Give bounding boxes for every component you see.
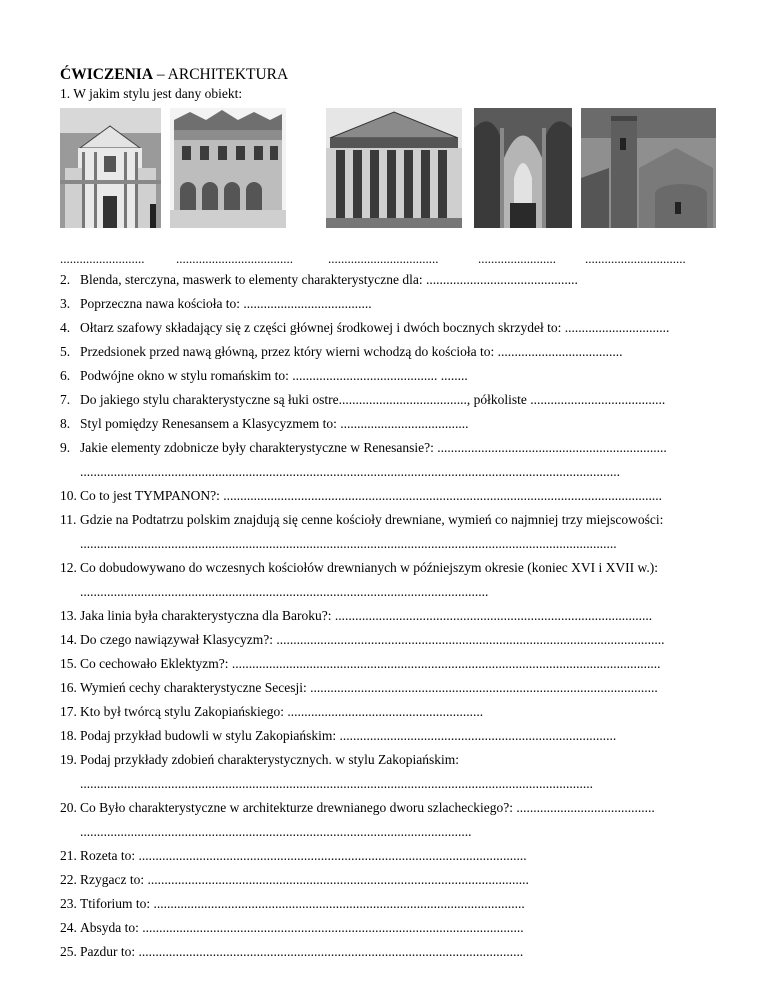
question-text[interactable]: Ołtarz szafowy składający się z części głównej środkowej i dwóch bocznych skrzydeł to: ............................... (80, 320, 670, 335)
question-number: 2. (60, 272, 71, 287)
question-text[interactable]: Podaj przykłady zdobień charakterystycznych. w stylu Zakopiańskim: (80, 752, 460, 767)
question-number: 19. (60, 752, 77, 767)
title-bold: ĆWICZENIA (60, 66, 154, 83)
answer-blank-5[interactable]: ............................... (585, 251, 686, 266)
question-item (60, 559, 710, 601)
question-number: 13. (60, 608, 77, 623)
question-line (60, 727, 710, 745)
question-text[interactable]: Blenda, sterczyna, maswerk to elementy charakterystyczne dla: ............................................. (80, 272, 578, 287)
question-text[interactable]: Do czego nawiązywał Klasycyzm?: ................................................................................................................... (80, 632, 665, 647)
question-item (60, 847, 710, 865)
question-line (60, 895, 710, 913)
answer-blank-1[interactable]: .......................... (60, 251, 145, 266)
question-text[interactable]: Podwójne okno w stylu romańskim to: ........................................... ........ (80, 368, 468, 383)
question-text[interactable]: Rzygacz to: ................................................................................................................. (80, 872, 529, 887)
question-line (60, 487, 710, 505)
page-title (60, 66, 288, 84)
question-line (60, 319, 710, 337)
question-text[interactable]: Co Było charakterystyczne w architekturze drewnianego dworu szlacheckiego?: ......................................... (80, 800, 655, 815)
question-number: 11. (60, 512, 77, 527)
question-line (60, 367, 710, 385)
question-text[interactable]: Co cechowało Eklektyzm?: ............................................................................................................................... (80, 656, 661, 671)
answer-blank-4[interactable]: ........................ (478, 251, 556, 266)
question-item (60, 919, 710, 937)
question-text[interactable]: Jaka linia była charakterystyczna dla Baroku?: .............................................................................................. (80, 608, 653, 623)
answer-continuation-line[interactable]: ............................................................................................................................................................... (80, 536, 617, 551)
question-item (60, 655, 710, 673)
question-number: 6. (60, 368, 71, 383)
question-line (60, 943, 710, 961)
question-item (60, 871, 710, 889)
question-line (60, 751, 710, 769)
answer-blank-2[interactable]: .................................... (176, 251, 293, 266)
question-number: 10. (60, 488, 77, 503)
title-rest: – ARCHITEKTURA (153, 66, 289, 83)
question-item (60, 295, 710, 313)
question-item (60, 607, 710, 625)
question-text[interactable]: Co dobudowywano do wczesnych kościołów drewnianych w późniejszym okresie (koniec XVI i XVII w.): (80, 560, 658, 575)
question-item (60, 271, 710, 289)
question-number: 5. (60, 344, 71, 359)
question-line (60, 799, 710, 817)
question-text[interactable]: Do jakiego stylu charakterystyczne są łuki ostre......................................, półkoliste ........................................ (80, 392, 666, 407)
question-number: 7. (60, 392, 71, 407)
question-item (60, 319, 710, 337)
photo-romanesque-church (581, 108, 716, 228)
question-text[interactable]: Pazdur to: .................................................................................................................. (80, 944, 524, 959)
question-text[interactable]: Wymień cechy charakterystyczne Secesji: ....................................................................................................... (80, 680, 658, 695)
question-line (60, 511, 710, 529)
question-number: 22. (60, 872, 77, 887)
question-text[interactable]: Absyda to: ................................................................................................................. (80, 920, 524, 935)
question-line (60, 847, 710, 865)
question-item (60, 679, 710, 697)
question-item (60, 751, 710, 793)
question-text[interactable]: Przedsionek przed nawą główną, przez który wierni wchodzą do kościoła to: ..................................... (80, 344, 623, 359)
question-number: 14. (60, 632, 77, 647)
question-item (60, 631, 710, 649)
question-line (60, 343, 710, 361)
question-text[interactable]: Gdzie na Podtatrzu polskim znajdują się cenne kościoły drewniane, wymień co najmniej trzy miejscowości: (80, 512, 664, 527)
answer-blank-3[interactable]: .................................. (328, 251, 439, 266)
question-line (60, 607, 710, 625)
question-item (60, 391, 710, 409)
question-number: 4. (60, 320, 71, 335)
question-item (60, 487, 710, 505)
question-line (60, 871, 710, 889)
question-line (60, 919, 710, 937)
question-number: 9. (60, 440, 71, 455)
question-item (60, 367, 710, 385)
question-line (60, 631, 710, 649)
question-item (60, 439, 710, 481)
question-item (60, 799, 710, 841)
question-text[interactable]: Kto był twórcą stylu Zakopiańskiego: .......................................................... (80, 704, 484, 719)
answer-continuation-line[interactable]: ................................................................................................................................................................ (80, 464, 620, 479)
question-line (60, 271, 710, 289)
question-item (60, 703, 710, 721)
question-item (60, 415, 710, 433)
answer-continuation-line[interactable]: ........................................................................................................................................................ (80, 776, 593, 791)
question-1: 1. W jakim stylu jest dany obiekt: (60, 86, 243, 101)
question-text[interactable]: Jakie elementy zdobnicze były charakterystyczne w Renesansie?: .................................................................... (80, 440, 667, 455)
architecture-photos (0, 108, 768, 228)
question-number: 16. (60, 680, 77, 695)
question-line (60, 679, 710, 697)
photo-baroque-facade (60, 108, 161, 228)
question-item (60, 895, 710, 913)
question-item (60, 943, 710, 961)
question-line (60, 439, 710, 457)
answer-continuation-line[interactable]: ......................................................................................................................... (80, 584, 489, 599)
question-text[interactable]: Podaj przykład budowli w stylu Zakopiańskim: .................................................................................. (80, 728, 617, 743)
question-line (60, 703, 710, 721)
photo-gothic-interior (474, 108, 572, 228)
question-number: 3. (60, 296, 71, 311)
question-text[interactable]: Rozeta to: ................................................................................................................... (80, 848, 527, 863)
question-text[interactable]: Poprzeczna nawa kościoła to: ...................................... (80, 296, 372, 311)
question-number: 17. (60, 704, 77, 719)
question-line (60, 415, 710, 433)
question-list (60, 271, 710, 967)
question-number: 12. (60, 560, 77, 575)
question-number: 21. (60, 848, 77, 863)
question-item (60, 727, 710, 745)
question-line (60, 559, 710, 577)
question-item (60, 511, 710, 553)
photo-renaissance-building (170, 108, 286, 228)
question-number: 25. (60, 944, 77, 959)
question-line (60, 295, 710, 313)
question-item (60, 343, 710, 361)
question-number: 23. (60, 896, 77, 911)
question-text[interactable]: Co to jest TYMPANON?: .................................................................................................................................. (80, 488, 663, 503)
question-line (60, 391, 710, 409)
question-number: 18. (60, 728, 77, 743)
question-text[interactable]: Styl pomiędzy Renesansem a Klasycyzmem to: ...................................... (80, 416, 469, 431)
question-number: 8. (60, 416, 71, 431)
question-text[interactable]: Ttiforium to: .............................................................................................................. (80, 896, 525, 911)
answer-continuation-line[interactable]: .................................................................................................................... (80, 824, 472, 839)
question-number: 20. (60, 800, 77, 815)
question-number: 15. (60, 656, 77, 671)
photo-classical-temple (326, 108, 462, 228)
question-line (60, 655, 710, 673)
question-number: 24. (60, 920, 77, 935)
